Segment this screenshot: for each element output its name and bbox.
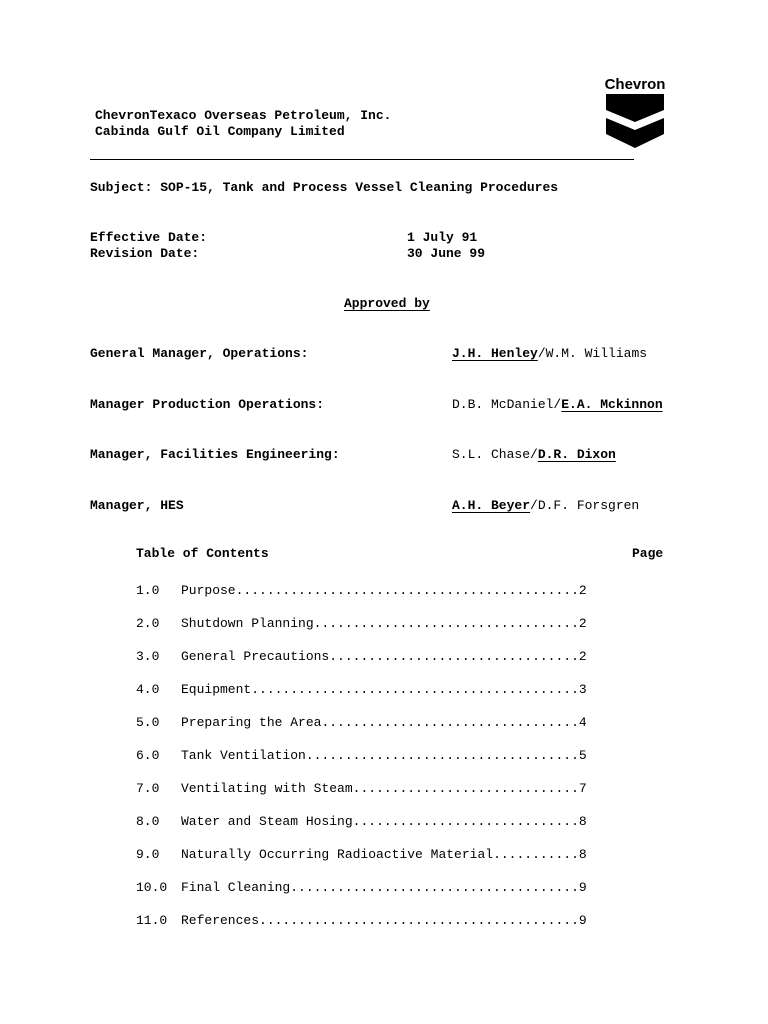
toc-item-number: 5.0 xyxy=(136,715,160,730)
approval-title: General Manager, Operations: xyxy=(90,346,309,361)
approver-name: D.R. Dixon xyxy=(537,447,616,462)
toc-item-title: Naturally Occurring Radioactive Material xyxy=(181,847,494,862)
company-subsidiary: Cabinda Gulf Oil Company Limited xyxy=(95,124,345,139)
effective-date-value: 1 July 91 xyxy=(407,230,478,245)
toc-item-title: Purpose xyxy=(181,583,236,598)
approval-title: Manager Production Operations: xyxy=(90,397,325,412)
toc-item xyxy=(136,880,587,896)
toc-leader-dots: ............................................ xyxy=(235,583,579,598)
toc-item-page: 3 xyxy=(578,682,587,697)
toc-item xyxy=(136,814,587,830)
toc-item-title: Ventilating with Steam xyxy=(181,781,353,796)
approver-name: E.A. Mckinnon xyxy=(561,397,663,412)
toc-item-page: 2 xyxy=(578,583,587,598)
toc-item-number: 8.0 xyxy=(136,814,160,829)
toc-item xyxy=(136,682,587,698)
toc-item-number: 11.0 xyxy=(136,913,168,928)
toc-leader-dots: .................................. xyxy=(313,616,579,631)
toc-item xyxy=(136,913,587,929)
toc-item-title: Preparing the Area xyxy=(181,715,322,730)
toc-leader-dots: ............................. xyxy=(352,781,579,796)
toc-item-page: 9 xyxy=(578,880,587,895)
toc-item-number: 2.0 xyxy=(136,616,160,631)
toc-leader-dots: ................................ xyxy=(329,649,579,664)
header-rule xyxy=(90,159,634,160)
toc-item xyxy=(136,847,587,863)
toc-item-page: 4 xyxy=(578,715,587,730)
toc-item xyxy=(136,715,587,731)
toc-leader-dots: .......................................... xyxy=(251,682,579,697)
alternate-name: D.B. McDaniel/ xyxy=(452,397,562,412)
toc-leader-dots: ................................... xyxy=(305,748,579,763)
toc-item-number: 6.0 xyxy=(136,748,160,763)
revision-date-label: Revision Date: xyxy=(90,246,200,261)
toc-item xyxy=(136,781,587,797)
toc-item-number: 9.0 xyxy=(136,847,160,862)
toc-page-heading: Page xyxy=(632,546,664,561)
toc-item-title: Water and Steam Hosing xyxy=(181,814,353,829)
approver-name: A.H. Beyer xyxy=(452,498,531,513)
toc-leader-dots: ................................. xyxy=(321,715,579,730)
approval-signatories xyxy=(452,447,616,463)
toc-item-number: 10.0 xyxy=(136,880,168,895)
approval-signatories xyxy=(452,498,639,514)
toc-item-page: 8 xyxy=(578,847,587,862)
toc-leader-dots: ........... xyxy=(493,847,579,862)
toc-leader-dots: ..................................... xyxy=(290,880,579,895)
toc-leader-dots: ............................. xyxy=(352,814,579,829)
toc-item-number: 4.0 xyxy=(136,682,160,697)
toc-item-number: 3.0 xyxy=(136,649,160,664)
toc-leader-dots: ......................................... xyxy=(259,913,579,928)
toc-item-page: 7 xyxy=(578,781,587,796)
toc-item-title: Equipment xyxy=(181,682,252,697)
effective-date-label: Effective Date: xyxy=(90,230,208,245)
toc-item-title: References xyxy=(181,913,260,928)
approval-title: Manager, Facilities Engineering: xyxy=(90,447,340,462)
toc-item-title: Final Cleaning xyxy=(181,880,291,895)
toc-item-title: Shutdown Planning xyxy=(181,616,314,631)
toc-item xyxy=(136,616,587,632)
approval-title: Manager, HES xyxy=(90,498,184,513)
company-name: ChevronTexaco Overseas Petroleum, Inc. xyxy=(95,108,392,123)
toc-item xyxy=(136,583,587,599)
toc-item-number: 7.0 xyxy=(136,781,160,796)
toc-item-title: General Precautions xyxy=(181,649,330,664)
toc-item-page: 9 xyxy=(578,913,587,928)
toc-item-number: 1.0 xyxy=(136,583,160,598)
approved-by-heading: Approved by xyxy=(344,296,430,311)
chevron-logo xyxy=(603,76,667,150)
toc-item xyxy=(136,649,587,665)
toc-item-page: 2 xyxy=(578,649,587,664)
approval-signatories xyxy=(452,397,663,413)
toc-item-page: 2 xyxy=(578,616,587,631)
toc-item xyxy=(136,748,587,764)
subject-line: Subject: SOP-15, Tank and Process Vessel Cleaning Procedures xyxy=(90,180,559,195)
approver-name: J.H. Henley xyxy=(452,346,538,361)
alternate-name: /W.M. Williams xyxy=(537,346,648,361)
alternate-name: /D.F. Forsgren xyxy=(530,498,640,513)
toc-heading: Table of Contents xyxy=(136,546,269,561)
revision-date-value: 30 June 99 xyxy=(407,246,486,261)
toc-item-page: 5 xyxy=(578,748,587,763)
toc-item-page: 8 xyxy=(578,814,587,829)
toc-item-title: Tank Ventilation xyxy=(181,748,306,763)
approval-signatories xyxy=(452,346,647,362)
svg-text:Chevron: Chevron xyxy=(604,76,666,93)
alternate-name: S.L. Chase/ xyxy=(452,447,538,462)
